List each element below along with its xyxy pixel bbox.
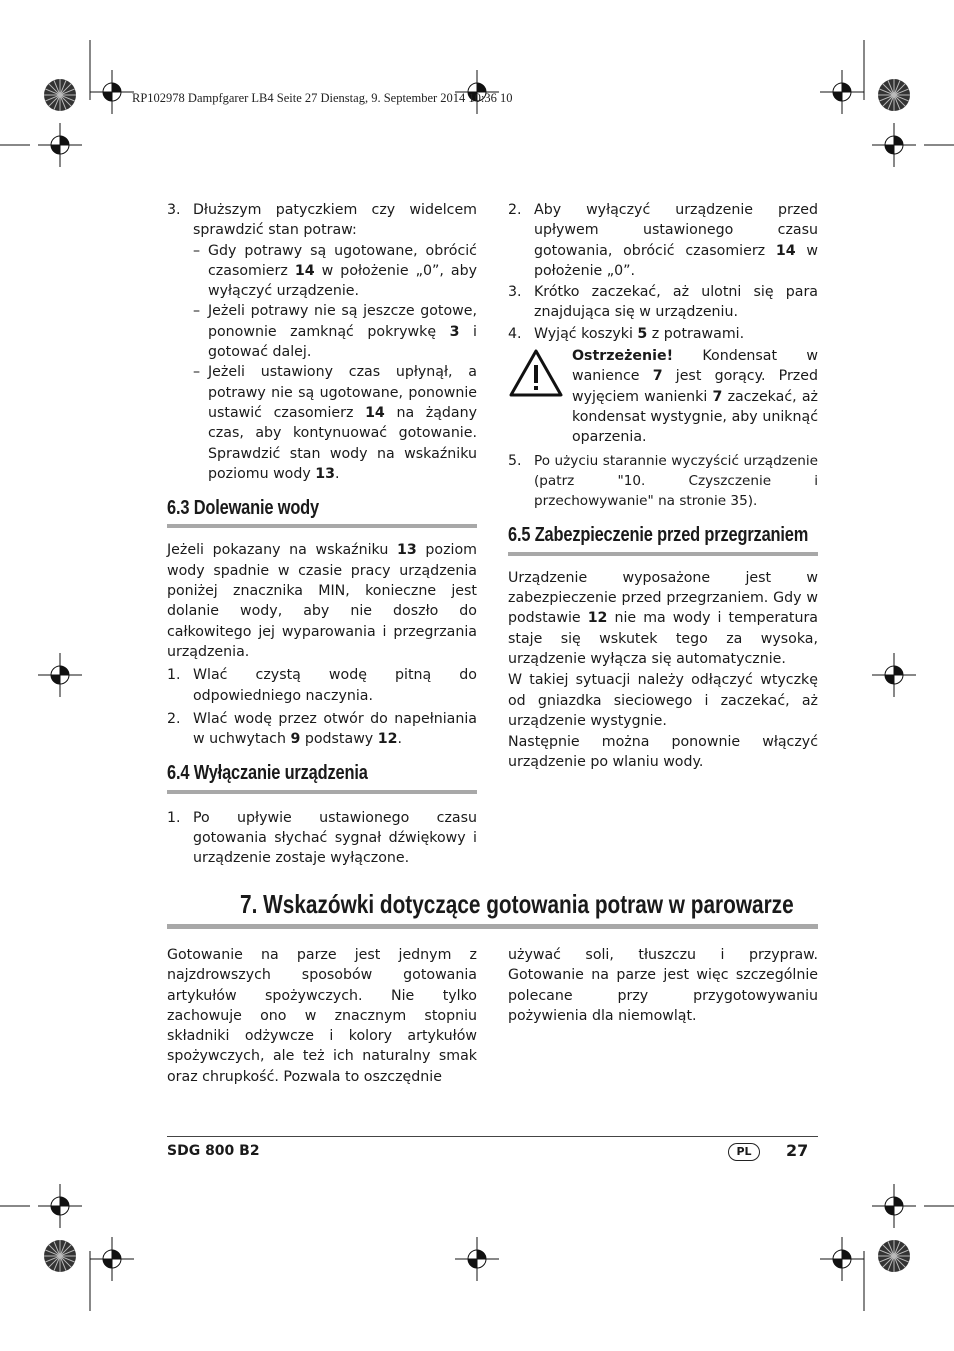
- chapter7-left-column: Gotowanie na parze jest jednym z najzdrowszych sposobów gotowania artykułów spożywczych. Nie tylko zachowuje ono w znacznym stopniu składniki odżywcze i kolory artykułów spożywczych, ale też ich naturalny smak oraz chrupkość. Pozwala to oszczędnie: [167, 947, 477, 1085]
- warning-text: Ostrzeżenie! Kondensat w wanience 7 jest gorący. Przed wyjęciem wanienki 7 zaczekać, aż kondensat wystygnie, aby uniknąć oparzenia.: [572, 348, 818, 446]
- chapter7-right-column: używać soli, tłuszczu i przypraw. Gotowanie na parze jest więc szczególnie polecane przy przygotowywaniu pożywienia dla niemowląt.: [508, 947, 818, 1024]
- list-item: 4. Wyjąć koszyki 5 z potrawami.: [508, 325, 745, 342]
- section-heading-6-5: 6.5 Zabezpieczenie przed przegrzaniem: [508, 524, 809, 547]
- page-number: 27: [786, 1141, 809, 1160]
- section-heading-6-3: 6.3 Dolewanie wody: [167, 497, 319, 520]
- print-header: RP102978 Dampfgarer LB4 Seite 27 Dienstag, 9. September 2014 10:36 10: [132, 91, 513, 105]
- warning-block: [508, 346, 818, 447]
- warning-icon: [508, 346, 572, 447]
- right-column: [508, 200, 818, 773]
- paragraph: W takiej sytuacji należy odłączyć wtyczkę od gniazdka sieciowego i zaczekać, aż urządzenie wystygnie.: [508, 672, 818, 729]
- footer-rule: [167, 1136, 818, 1137]
- list-item: 3. Dłuższym patyczkiem czy widelcem sprawdzić stan potraw:: [167, 202, 477, 239]
- sub-list-item: – Gdy potrawy są ugotowane, obrócić czasomierz 14 w położenie „0”, aby wyłączyć urządzenie.: [193, 242, 477, 300]
- paragraph: Urządzenie wyposażone jest w zabezpieczenie przed przegrzaniem. Gdy w podstawie 12 nie ma wody i temperatura staje się wskutek tego za wysoka, urządzenie wyłącza się automatycznie.: [508, 569, 819, 667]
- chapter-heading-7: 7. Wskazówki dotyczące gotowania potraw w parowarze: [240, 889, 794, 919]
- paragraph: Następnie można ponownie włączyć urządzenie po wlaniu wody.: [508, 734, 818, 771]
- list-item: 1. Po upływie ustawionego czasu gotowania słychać sygnał dźwiękowy i urządzenie zostaje wyłączone.: [167, 809, 477, 867]
- chapter-rule: [167, 924, 818, 929]
- paragraph: Jeżeli pokazany na wskaźniku 13 poziom wody spadnie w czasie pracy urządzenia poniżej znacznika MIN, konieczne jest dolanie wody, aby nie doszło do całkowitego jej wyparowania i przegrzania urządzenia.: [167, 542, 477, 660]
- section-heading-6-4: 6.4 Wyłączanie urządzenia: [167, 762, 368, 785]
- list-item: 1. Wlać czystą wodę pitną do odpowiedniego naczynia.: [167, 667, 477, 704]
- language-badge: PL: [728, 1143, 760, 1161]
- sub-list-item: – Jeżeli potrawy nie są jeszcze gotowe, ponownie zamknąć pokrywkę 3 i gotować dalej.: [193, 303, 477, 361]
- list-item: 2. Aby wyłączyć urządzenie przed upływem ustawionego czasu gotowania, obrócić czasomierz 14 w położenie „0”.: [508, 202, 818, 279]
- list-item: 5. Po użyciu starannie wyczyścić urządzenie (patrz "10. Czyszczenie i przechowywanie" na stronie 35).: [508, 452, 818, 510]
- left-column: [167, 200, 477, 869]
- list-item: 2. Wlać wodę przez otwór do napełniania w uchwytach 9 podstawy 12.: [167, 710, 477, 748]
- footer-model: SDG 800 B2: [167, 1143, 260, 1159]
- sub-list-item: – Jeżeli ustawiony czas upłynął, a potrawy nie są ugotowane, ponownie ustawić czasomierz 14 na żądany czas, aby kontynuować gotowanie. Sprawdzić stan wody na wskaźniku poziomu wody 13.: [193, 364, 478, 482]
- list-item: 3. Krótko zaczekać, aż ulotni się para znajdująca się w urządzeniu.: [508, 284, 818, 321]
